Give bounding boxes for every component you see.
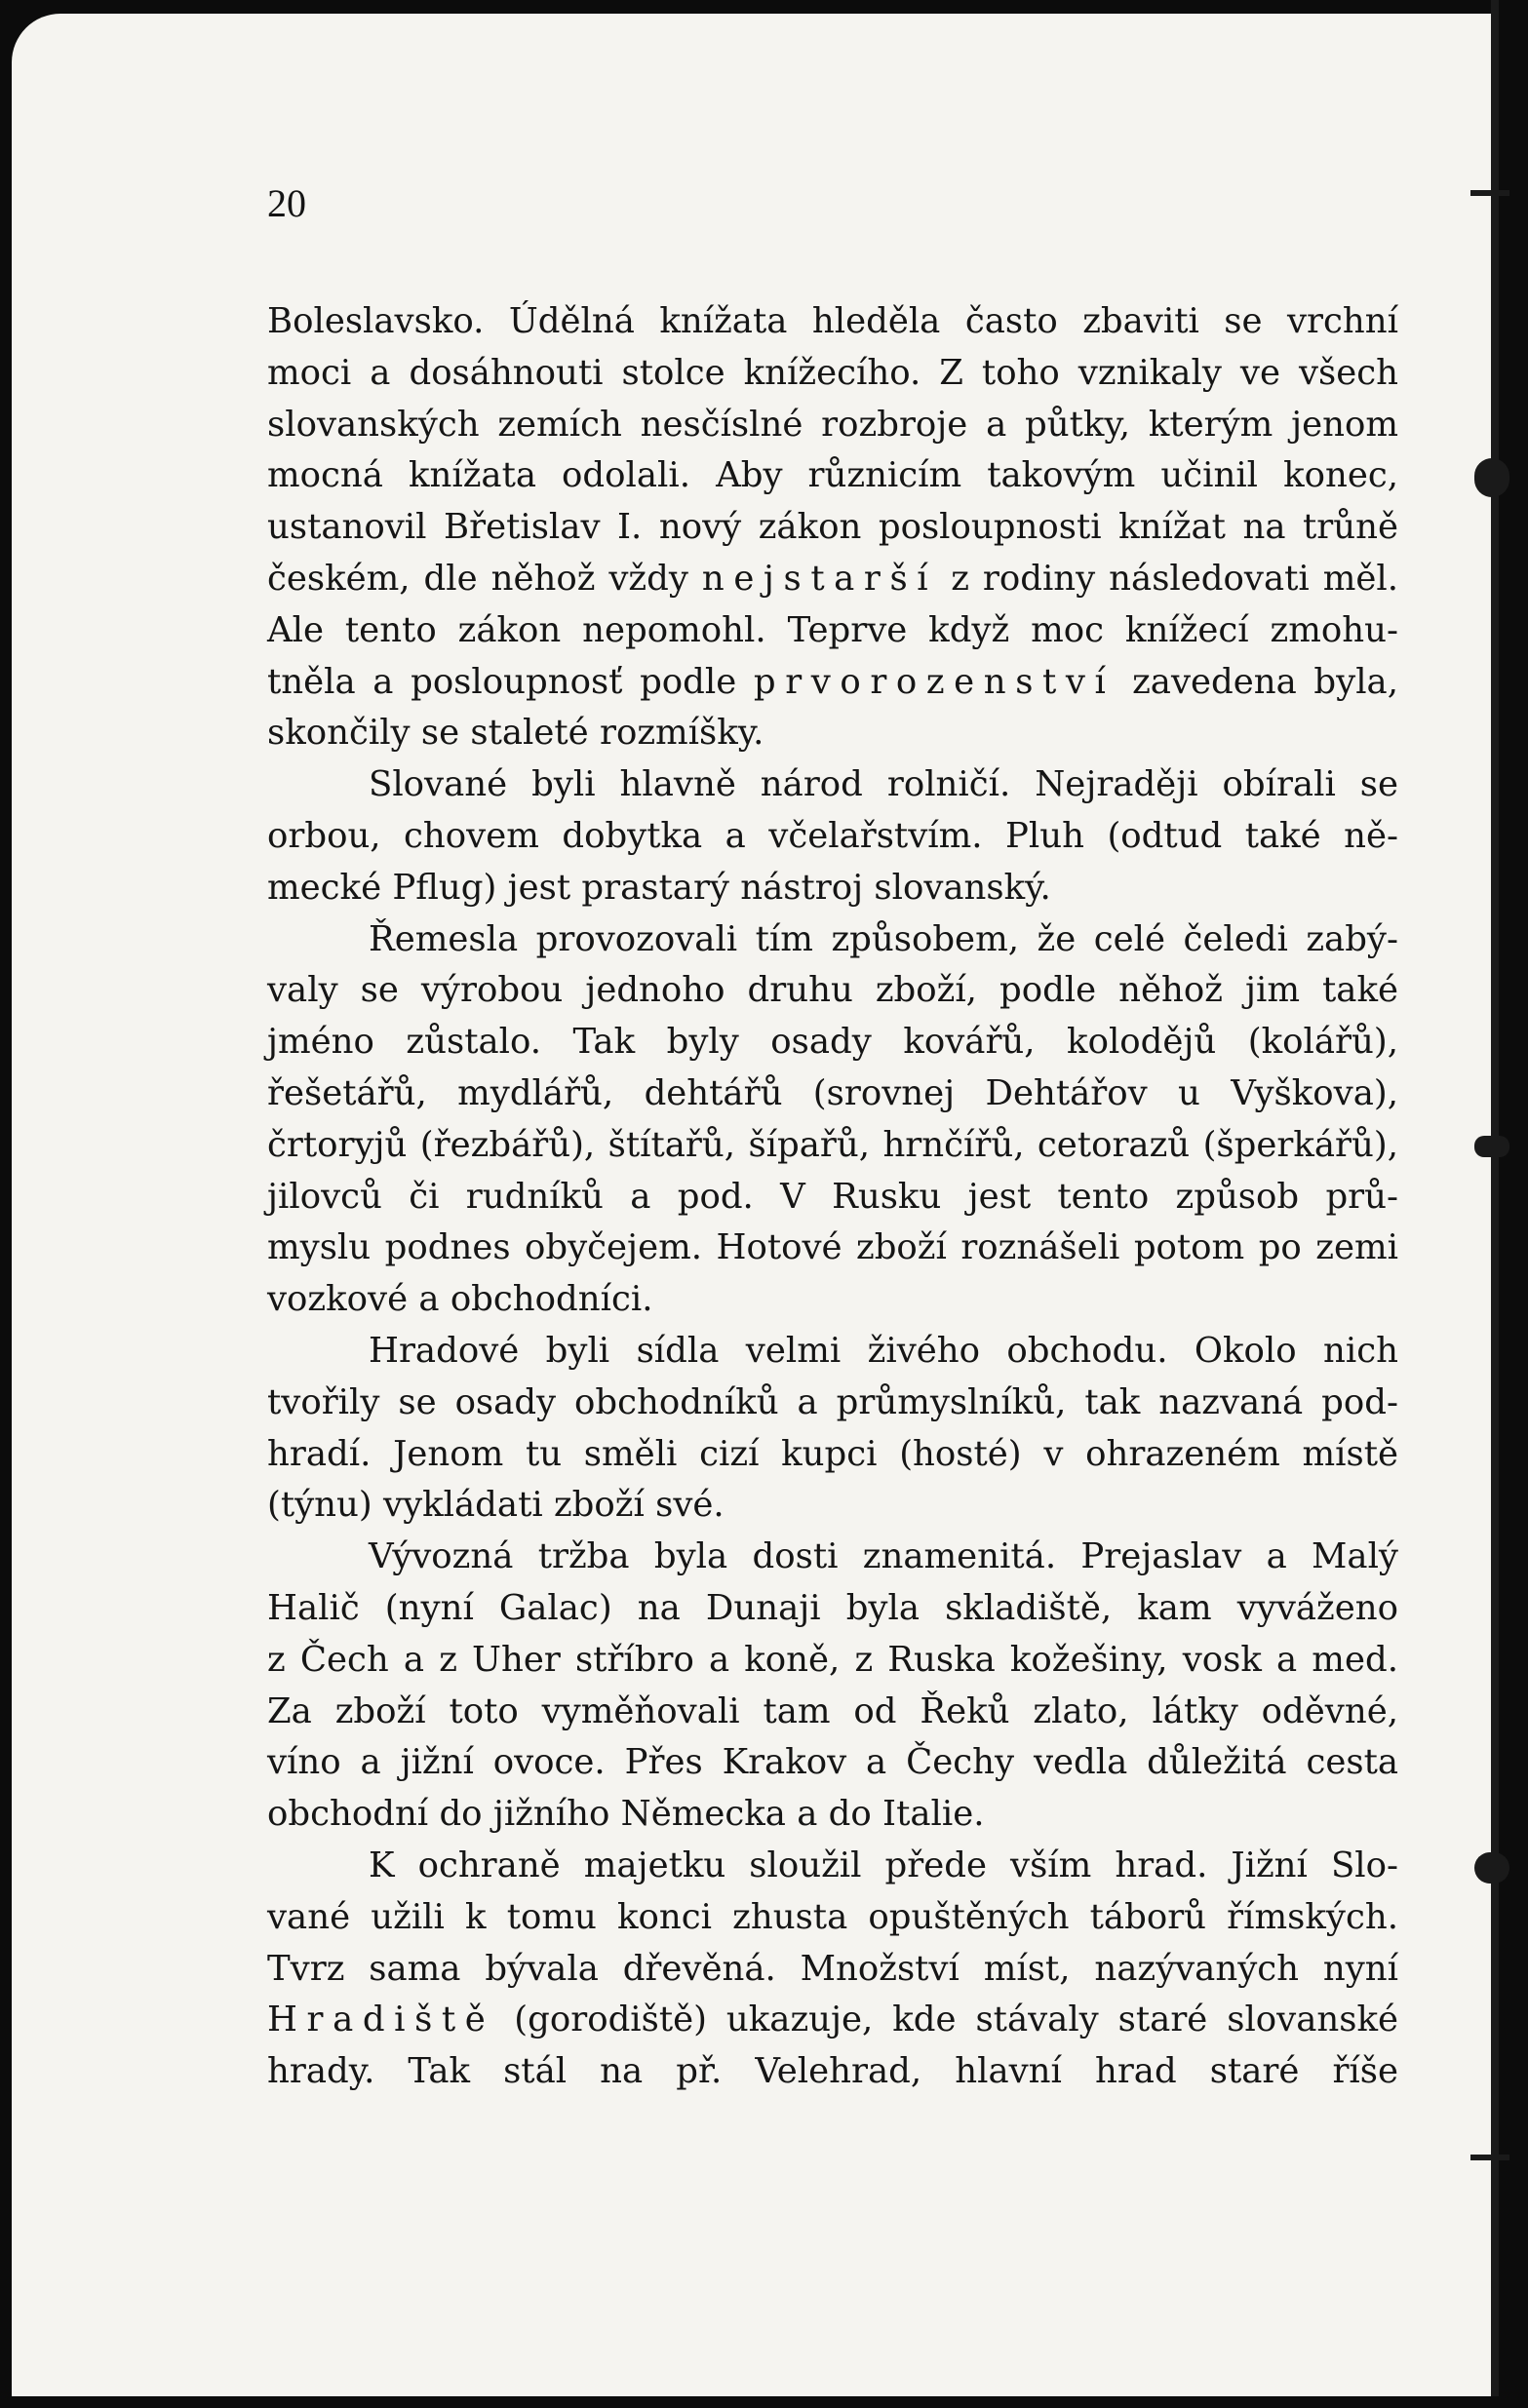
text-line: vané užili k tomu konci zhusta opuštěných táborů římských. (267, 1896, 1398, 1937)
text-line: skončily se staleté rozmíšky. (267, 713, 764, 754)
spaced-emphasis: Hradiště (267, 2000, 495, 2040)
text-line: myslu podnes obyčejem. Hotové zboží roznášeli potom po zemi (267, 1227, 1398, 1268)
text-line: z Čech a z Uher stříbro a koně, z Ruska kožešiny, vosk a med. (267, 1639, 1398, 1680)
binding-mark (1474, 1136, 1509, 1157)
text-line: (týnu) vykládati zboží své. (267, 1485, 725, 1526)
spaced-emphasis: prvorozenství (753, 661, 1116, 702)
text-line: moci a dosáhnouti stolce knížecího. Z toho vznikaly ve všech (267, 352, 1398, 393)
text-line: Ale tento zákon nepomohl. Teprve když moc knížecí zmohu- (267, 609, 1398, 650)
text-line: valy se výrobou jednoho druhu zboží, podle něhož jim také (267, 970, 1398, 1011)
text-line: K ochraně majetku sloužil přede vším hrad. Jižní Slo- (369, 1845, 1398, 1885)
text-line: obchodní do jižního Německa a do Italie. (267, 1794, 985, 1835)
text-line: Boleslavsko. Údělná knížata hleděla často zbaviti se vrchní (267, 301, 1398, 341)
text-line: Řemesla provozovali tím způsobem, že celé čeledi zabý- (369, 918, 1398, 959)
text-line: mocná knížata odolali. Aby různicím takovým učinil konec, (267, 455, 1398, 496)
binding-edge (1491, 0, 1499, 2396)
text-line: hradí. Jenom tu směli cizí kupci (hosté) v ohrazeném místě (267, 1433, 1398, 1474)
text-line: jilovců či rudníků a pod. V Rusku jest tento způsob prů- (267, 1176, 1398, 1217)
text-line: Vývozná tržba byla dosti znamenitá. Prejaslav a Malý (369, 1536, 1398, 1577)
binding-mark (1470, 190, 1509, 196)
text-line: řešetářů, mydlářů, dehtářů (srovnej Dehtářov u Vyškova), (267, 1072, 1398, 1113)
body-text (267, 296, 1398, 2098)
text-line: hrady. Tak stál na př. Velehrad, hlavní hrad staré říše (267, 2051, 1398, 2092)
text-line: vozkové a obchodníci. (267, 1279, 653, 1320)
text-line: Slované byli hlavně národ rolničí. Nejraději obírali se (369, 764, 1398, 805)
text-line: mecké Pflug) jest prastarý nástroj slovanský. (267, 867, 1051, 908)
binding-mark (1470, 2155, 1509, 2160)
text-line: Hradiště (gorodiště) ukazuje, kde stávaly staré slovanské (267, 2000, 1398, 2040)
book-page (12, 14, 1499, 2396)
text-line: orbou, chovem dobytka a včelařstvím. Pluh (odtud také ně- (267, 815, 1398, 856)
text-line: tvořily se osady obchodníků a průmyslníků, tak nazvaná pod- (267, 1381, 1398, 1422)
text-line: črtoryjů (řezbářů), štítařů, šípařů, hrnčířů, cetorazů (šperkářů), (267, 1124, 1398, 1165)
text-line: Za zboží toto vyměňovali tam od Řeků zlato, látky oděvné, (267, 1690, 1398, 1731)
text-line: českém, dle něhož vždy nejstarší z rodiny následovati měl. (267, 558, 1398, 599)
text-line: Tvrz sama bývala dřevěná. Množství míst, nazývaných nyní (267, 1948, 1398, 1989)
text-line: Halič (nyní Galac) na Dunaji byla skladiště, kam vyváženo (267, 1587, 1398, 1628)
text-line: tněla a posloupnosť podle prvorozenství zavedena byla, (267, 661, 1398, 702)
text-line: slovanských zemích nesčíslné rozbroje a půtky, kterým jenom (267, 404, 1398, 445)
text-line: jméno zůstalo. Tak byly osady kovářů, kolodějů (kolářů), (267, 1022, 1398, 1063)
text-line: Hradové byli sídla velmi živého obchodu. Okolo nich (369, 1330, 1398, 1371)
binding-mark (1474, 1852, 1509, 1884)
spaced-emphasis: nejstarší (701, 558, 938, 599)
text-line: ustanovil Břetislav I. nový zákon posloupnosti knížat na trůně (267, 507, 1398, 548)
text-line: víno a jižní ovoce. Přes Krakov a Čechy vedla důležitá cesta (267, 1742, 1398, 1783)
page-number: 20 (267, 181, 306, 225)
binding-mark (1474, 458, 1509, 497)
